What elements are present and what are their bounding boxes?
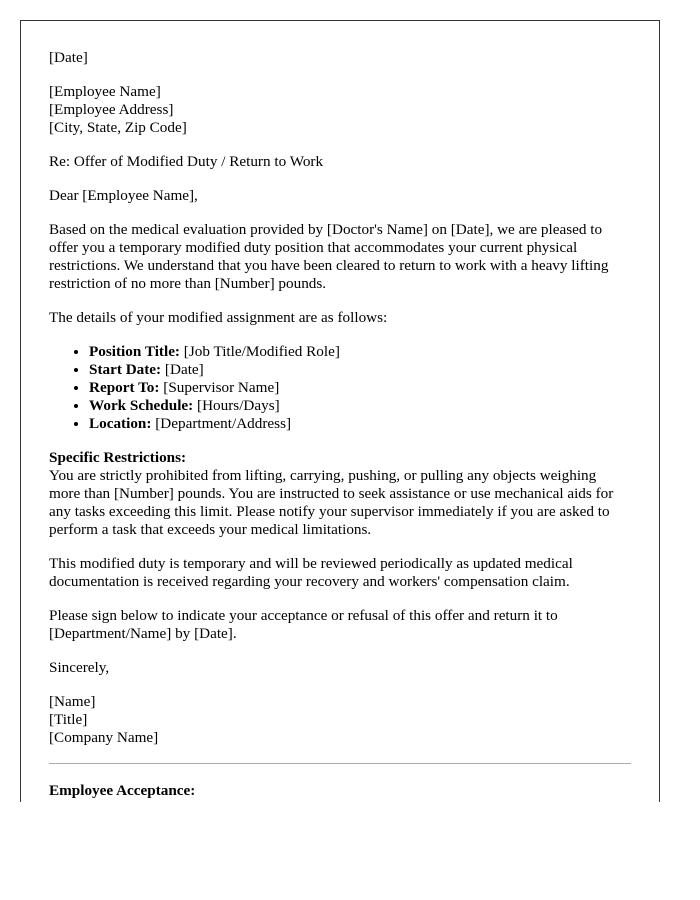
closing: Sincerely, — [49, 659, 110, 676]
detail-label: Report To: — [89, 379, 160, 396]
detail-label: Start Date: — [89, 361, 162, 378]
signer-title: [Title] — [49, 711, 88, 728]
detail-value: [Job Title/Modified Role] — [183, 343, 340, 360]
restrictions-text: You are strictly prohibited from lifting, carrying, pushing, or pulling any objects weighing more than [Number] pounds. You are instructed to seek assistance or use mechanical aids for any tasks exceeding this limit. Please notify your supervisor immediately if you are asked to perform a task that exceeds your medical limitations. — [49, 467, 614, 538]
detail-label: Position Title: — [89, 343, 180, 360]
signer-name: [Name] — [49, 693, 96, 710]
list-item — [89, 379, 631, 397]
recipient-name: [Employee Name] — [49, 83, 161, 100]
signer-company: [Company Name] — [49, 729, 159, 746]
detail-value: [Supervisor Name] — [163, 379, 280, 396]
signature-block — [49, 693, 631, 747]
letter-page — [20, 20, 660, 802]
detail-label: Location: — [89, 415, 152, 432]
recipient-address: [Employee Address] — [49, 101, 174, 118]
list-item — [89, 415, 631, 433]
list-item — [89, 343, 631, 361]
detail-value: [Department/Address] — [155, 415, 292, 432]
details-intro: The details of your modified assignment are as follows: — [49, 309, 388, 326]
list-item — [89, 361, 631, 379]
acceptance-heading: Employee Acceptance: — [49, 782, 196, 799]
temporary-paragraph: This modified duty is temporary and will be reviewed periodically as updated medical documentation is received regarding your recovery and workers' compensation claim. — [49, 555, 573, 590]
recipient-block — [49, 83, 631, 137]
detail-label: Work Schedule: — [89, 397, 194, 414]
salutation: Dear [Employee Name], — [49, 187, 198, 204]
details-list — [49, 343, 631, 433]
sign-instructions: Please sign below to indicate your acceptance or refusal of this offer and return it to [Department/Name] by [Date]. — [49, 607, 558, 642]
date-block — [49, 49, 631, 67]
divider — [49, 763, 631, 764]
letter-date: [Date] — [49, 49, 88, 66]
detail-value: [Hours/Days] — [197, 397, 280, 414]
recipient-city: [City, State, Zip Code] — [49, 119, 187, 136]
intro-paragraph: Based on the medical evaluation provided by [Doctor's Name] on [Date], we are pleased to offer you a temporary modified duty position that accommodates your current physical restrictions. We understand that you have been cleared to return to work with a heavy lifting restriction of no more than [Number] pounds. — [49, 221, 609, 292]
restrictions-section — [49, 449, 631, 539]
subject-line: Re: Offer of Modified Duty / Return to Work — [49, 153, 324, 170]
detail-value: [Date] — [164, 361, 204, 378]
restrictions-heading: Specific Restrictions: — [49, 449, 187, 466]
list-item — [89, 397, 631, 415]
